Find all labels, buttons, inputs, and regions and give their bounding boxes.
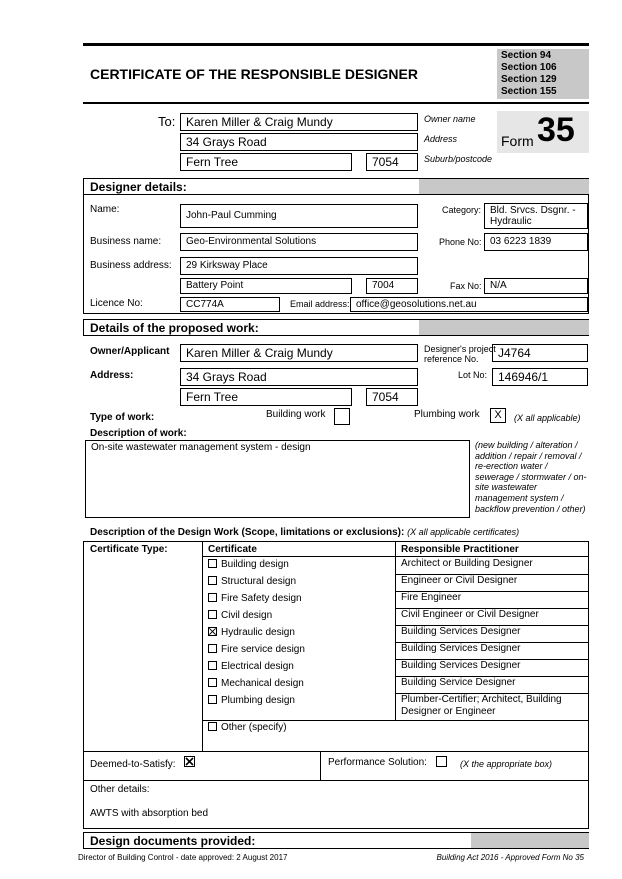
building-work-label: Building work xyxy=(266,409,326,420)
docs-heading: Design documents provided: xyxy=(90,834,256,848)
certificate-item[interactable] xyxy=(208,644,305,655)
certificate-label: Other (specify) xyxy=(221,722,287,733)
check-x-icon xyxy=(185,757,194,766)
sections-box xyxy=(497,49,589,99)
work-heading: Details of the proposed work: xyxy=(90,321,259,335)
certificate-checkbox[interactable] xyxy=(208,627,217,636)
designer-name-field[interactable]: John-Paul Cumming xyxy=(180,204,418,228)
other-details-box xyxy=(83,780,589,829)
fax-label: Fax No: xyxy=(450,281,482,291)
owner-applicant-label: Owner/Applicant xyxy=(90,346,170,357)
certificate-checkbox[interactable] xyxy=(208,559,217,568)
docs-heading-bar xyxy=(83,832,589,849)
lot-label: Lot No: xyxy=(458,370,488,380)
email-label: Email address: xyxy=(290,299,350,309)
business-address-label: Business address: xyxy=(90,260,172,271)
certificate-label: Fire Safety design xyxy=(221,593,302,604)
licence-field[interactable]: CC774A xyxy=(180,297,280,312)
work-heading-bar xyxy=(83,319,589,336)
heading-shade xyxy=(419,179,589,194)
type-of-work-label: Type of work: xyxy=(90,412,155,423)
certificate-label: Hydraulic design xyxy=(221,627,295,638)
heading-shade xyxy=(419,320,589,335)
project-ref-label-line: reference No. xyxy=(424,354,479,364)
certificate-label: Electrical design xyxy=(221,661,294,672)
certificate-checkbox[interactable] xyxy=(208,678,217,687)
certificate-checkbox[interactable] xyxy=(208,695,217,704)
phone-field[interactable]: 03 6223 1839 xyxy=(484,233,588,251)
fax-field[interactable]: N/A xyxy=(484,278,588,294)
category-label: Category: xyxy=(442,205,482,215)
work-address-field[interactable]: 34 Grays Road xyxy=(180,368,418,386)
address-caption: Address xyxy=(424,134,458,144)
performance-note: (X the appropriate box) xyxy=(460,759,553,769)
certificate-item[interactable] xyxy=(208,627,295,638)
practitioner-label: Architect or Building Designer xyxy=(401,558,533,569)
practitioner-label: Building Services Designer xyxy=(401,643,521,654)
form-word: Form xyxy=(501,133,534,149)
certificate-checkbox[interactable] xyxy=(208,661,217,670)
practitioner-label: Civil Engineer or Civil Designer xyxy=(401,609,539,620)
practitioner-label: Building Service Designer xyxy=(401,677,516,688)
performance-checkbox[interactable] xyxy=(436,756,447,767)
business-postcode-field[interactable]: 7004 xyxy=(366,278,418,294)
suburb-caption: Suburb/postcode xyxy=(424,154,493,164)
certificate-checkbox[interactable] xyxy=(208,722,217,731)
work-address-label: Address: xyxy=(90,370,134,381)
applicable-note: (X all applicable) xyxy=(514,413,581,423)
description-field[interactable]: On-site wastewater management system - design xyxy=(85,440,470,518)
design-work-note: (X all applicable certificates) xyxy=(407,527,520,537)
table-row-line xyxy=(202,720,589,721)
address-field[interactable]: 34 Grays Road xyxy=(180,133,418,151)
other-details-value: AWTS with absorption bed xyxy=(90,808,209,819)
certificate-item[interactable] xyxy=(208,610,272,621)
postcode-field[interactable]: 7054 xyxy=(366,153,418,171)
owner-applicant-field[interactable]: Karen Miller & Craig Mundy xyxy=(180,344,418,362)
to-label: To: xyxy=(158,114,176,129)
business-suburb-field[interactable]: Battery Point xyxy=(180,278,352,294)
name-label: Name: xyxy=(90,204,120,215)
project-ref-label-line: Designer's project xyxy=(424,344,496,354)
certificate-label: Building design xyxy=(221,559,289,570)
certificate-item[interactable] xyxy=(208,722,287,733)
owner-name-caption: Owner name xyxy=(424,114,476,124)
certificate-label: Mechanical design xyxy=(221,678,304,689)
performance-label: Performance Solution: xyxy=(328,757,427,768)
practitioner-label: Plumber-Certifier; Architect, Building Designer or Engineer xyxy=(401,694,562,717)
section-label: Section 129 xyxy=(501,74,557,85)
certificate-checkbox[interactable] xyxy=(208,593,217,602)
other-details-label: Other details: xyxy=(90,784,150,795)
description-hint: (new building / alteration / addition / repair / removal / re-erection water / sewerage / stormwater / on-site wastewater management system / backflow prevention / other) xyxy=(475,440,587,514)
table-col-divider xyxy=(395,541,396,721)
left-border xyxy=(83,195,84,313)
project-ref-label xyxy=(424,344,496,364)
certificate-item[interactable] xyxy=(208,593,302,604)
certificate-label: Structural design xyxy=(221,576,297,587)
email-field[interactable]: office@geosolutions.net.au xyxy=(350,297,588,312)
project-ref-field[interactable]: J4764 xyxy=(492,344,588,362)
section-label: Section 94 xyxy=(501,50,552,61)
certificate-item[interactable] xyxy=(208,576,296,587)
owner-name-field[interactable]: Karen Miller & Craig Mundy xyxy=(180,113,418,131)
certificate-label: Fire service design xyxy=(221,644,305,655)
business-address-field[interactable]: 29 Kirksway Place xyxy=(180,257,418,275)
plumbing-work-label: Plumbing work xyxy=(414,409,480,420)
certificate-item[interactable] xyxy=(208,661,294,672)
practitioner-label: Fire Engineer xyxy=(401,592,462,603)
form-number-box xyxy=(497,111,589,153)
certificate-item[interactable] xyxy=(208,678,304,689)
suburb-field[interactable]: Fern Tree xyxy=(180,153,352,171)
heading-shade xyxy=(471,833,589,848)
designer-heading-bar xyxy=(83,178,589,195)
plumbing-work-checkbox[interactable]: X xyxy=(490,408,506,423)
business-name-field[interactable]: Geo-Environmental Solutions xyxy=(180,233,418,251)
footer-left: Director of Building Control - date approved: 2 August 2017 xyxy=(78,853,288,862)
col-practitioner-header: Responsible Practitioner xyxy=(401,544,519,555)
certificate-label: Plumbing design xyxy=(221,695,295,706)
certificate-item[interactable] xyxy=(208,559,289,570)
certificate-item[interactable] xyxy=(208,695,295,706)
section-label: Section 155 xyxy=(501,86,557,97)
dts-checkbox[interactable] xyxy=(184,756,195,767)
right-border xyxy=(588,195,589,313)
certificate-checkbox[interactable] xyxy=(208,644,217,653)
work-postcode-field[interactable]: 7054 xyxy=(366,388,418,406)
practitioner-label: Building Services Designer xyxy=(401,626,521,637)
certificate-checkbox[interactable] xyxy=(208,610,217,619)
lot-field[interactable]: 146946/1 xyxy=(492,368,588,386)
table-row-line xyxy=(202,556,589,557)
top-rule xyxy=(83,43,589,46)
certificate-label: Civil design xyxy=(221,610,273,621)
design-work-heading xyxy=(90,527,519,538)
certificate-type-label: Certificate Type: xyxy=(90,544,168,555)
description-label: Description of work: xyxy=(90,428,187,439)
design-work-heading-text: Description of the Design Work (Scope, limitations or exclusions): xyxy=(90,527,405,538)
section-label: Section 106 xyxy=(501,62,557,73)
footer-right: Building Act 2016 - Approved Form No 35 xyxy=(436,853,584,862)
practitioner-label: Engineer or Civil Designer xyxy=(401,575,518,586)
header-rule xyxy=(83,102,589,104)
business-name-label: Business name: xyxy=(90,236,162,247)
page-title: CERTIFICATE OF THE RESPONSIBLE DESIGNER xyxy=(90,66,418,82)
form-number: 35 xyxy=(537,111,575,149)
designer-heading: Designer details: xyxy=(90,180,187,194)
certificate-checkbox[interactable] xyxy=(208,576,217,585)
col-certificate-header: Certificate xyxy=(208,544,257,555)
category-field[interactable]: Bld. Srvcs. Dsgnr. - Hydraulic xyxy=(484,203,588,229)
work-suburb-field[interactable]: Fern Tree xyxy=(180,388,352,406)
licence-label: Licence No: xyxy=(90,298,143,309)
bottom-border xyxy=(83,313,589,314)
building-work-checkbox[interactable] xyxy=(334,408,350,425)
dts-divider xyxy=(320,751,321,781)
dts-label: Deemed-to-Satisfy: xyxy=(90,759,176,770)
phone-label: Phone No: xyxy=(439,237,482,247)
practitioner-label: Building Services Designer xyxy=(401,660,521,671)
